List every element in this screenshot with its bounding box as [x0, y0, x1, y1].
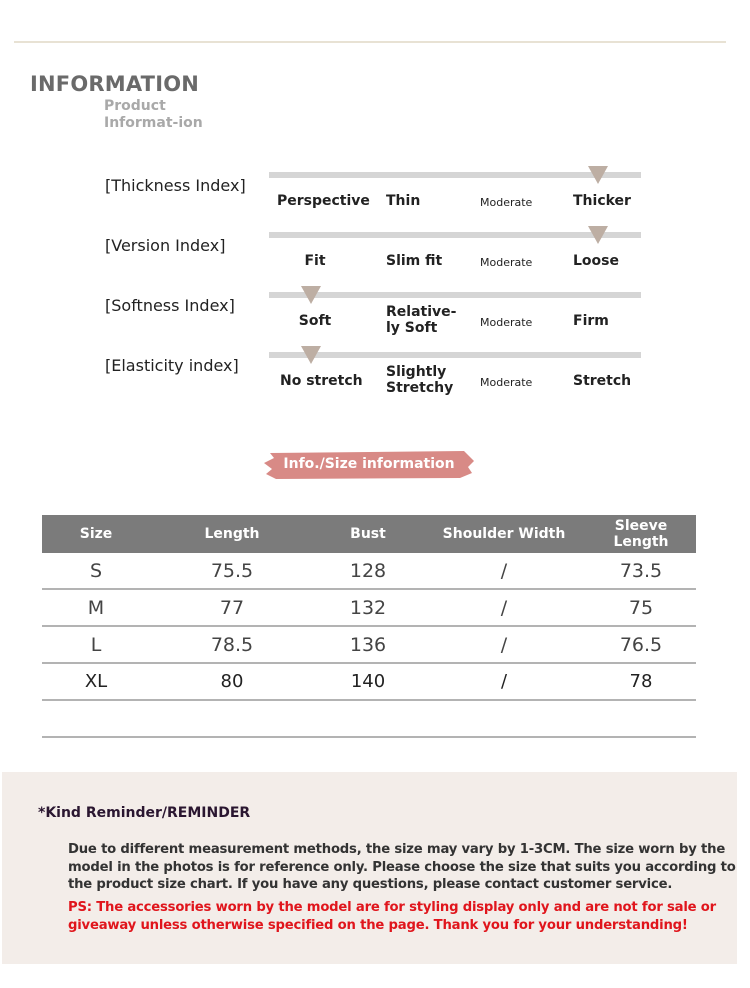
cell-length: 78.5 [150, 626, 314, 663]
index-option: Soft [298, 313, 332, 329]
index-marker-icon [301, 286, 321, 304]
section-title: INFORMATION [30, 72, 200, 96]
index-option: Stretch [573, 373, 632, 389]
index-marker-icon [301, 346, 321, 364]
index-option: Loose [573, 253, 619, 269]
cell-bust: 132 [314, 589, 422, 626]
index-marker-icon [588, 166, 608, 184]
index-option: Slim fit [386, 253, 443, 269]
cell-bust: 140 [314, 663, 422, 700]
reminder-title: *Kind Reminder/REMINDER [38, 805, 251, 821]
header-size: Size [42, 515, 150, 553]
reminder-ps-warning: PS: The accessories worn by the model are for styling display only and are not for sale or giveaway unless otherwise specified on the page. Thank you for your understanding! [68, 900, 716, 933]
header-sleeve-length: Sleeve Length [586, 515, 696, 553]
index-option: Moderate [480, 196, 533, 209]
cell-shoulder-width: / [422, 553, 586, 589]
empty-cell [150, 700, 314, 737]
cell-size: M [42, 589, 150, 626]
cell-length: 80 [150, 663, 314, 700]
index-label: [Version Index] [105, 236, 226, 255]
size-table [42, 515, 696, 738]
index-label: [Softness Index] [105, 296, 235, 315]
cell-length: 75.5 [150, 553, 314, 589]
index-marker-icon [588, 226, 608, 244]
index-option: No stretch [280, 373, 363, 389]
index-option: Thicker [573, 193, 631, 209]
table-row [42, 589, 696, 626]
cell-length: 77 [150, 589, 314, 626]
cell-sleeve-length: 73.5 [586, 553, 696, 589]
index-option: Fit [304, 253, 326, 269]
cell-bust: 128 [314, 553, 422, 589]
cell-size: L [42, 626, 150, 663]
empty-cell [42, 700, 150, 737]
index-option: Perspective [277, 193, 370, 209]
cell-shoulder-width: / [422, 589, 586, 626]
reminder-body: Due to different measurement methods, the size may vary by 1-3CM. The size worn by the model in the photos is for reference only. Please choose the size that suits you according to the product size chart. If you have any questions, please contact customer service. [68, 842, 736, 892]
index-option: Thin [386, 193, 421, 209]
top-divider [14, 41, 726, 43]
cell-sleeve-length: 76.5 [586, 626, 696, 663]
header-bust: Bust [314, 515, 422, 553]
table-row-empty [42, 700, 696, 737]
index-option: Firm [573, 313, 609, 329]
size-info-banner-label: Info./Size information [283, 456, 455, 472]
index-option: Slightly Stretchy [386, 364, 454, 396]
index-option: Relative-ly Soft [386, 304, 457, 336]
empty-cell [586, 700, 696, 737]
section-subtitle: Product Informat-ion [104, 98, 203, 131]
index-scale-bar [269, 292, 641, 298]
cell-size: S [42, 553, 150, 589]
cell-bust: 136 [314, 626, 422, 663]
cell-shoulder-width: / [422, 663, 586, 700]
index-scale-bar [269, 232, 641, 238]
header-shoulder-width: Shoulder Width [422, 515, 586, 553]
index-label: [Thickness Index] [105, 176, 246, 195]
index-option: Moderate [480, 316, 533, 329]
index-option: Moderate [480, 256, 533, 269]
cell-size: XL [42, 663, 150, 700]
cell-sleeve-length: 75 [586, 589, 696, 626]
empty-cell [422, 700, 586, 737]
index-scale-bar [269, 352, 641, 358]
header-length: Length [150, 515, 314, 553]
cell-sleeve-length: 78 [586, 663, 696, 700]
cell-shoulder-width: / [422, 626, 586, 663]
index-scale-bar [269, 172, 641, 178]
table-row [42, 626, 696, 663]
table-row [42, 663, 696, 700]
table-row [42, 553, 696, 589]
index-option: Moderate [480, 376, 533, 389]
index-label: [Elasticity index] [105, 356, 239, 375]
size-table-header [42, 515, 696, 553]
empty-cell [314, 700, 422, 737]
